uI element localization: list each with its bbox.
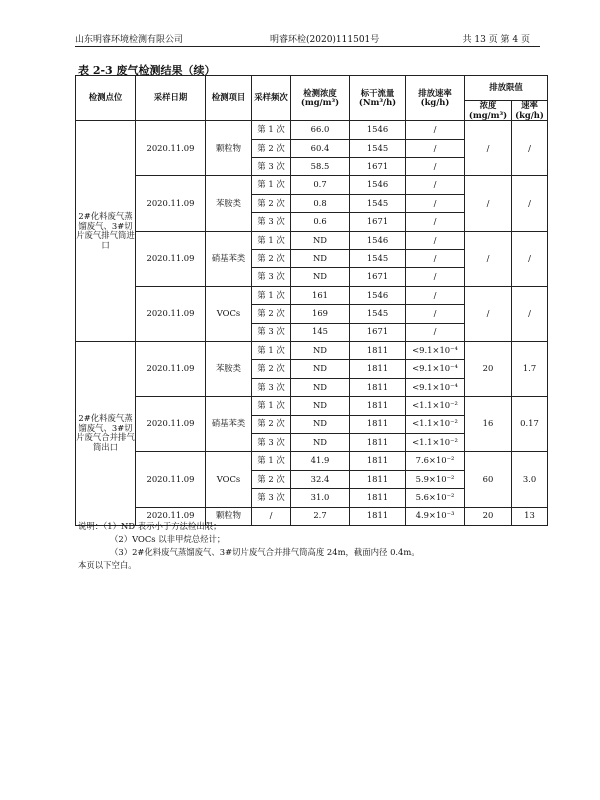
freq-cell: 第 1 次 [252, 231, 291, 249]
limit-rate-cell: 3.0 [512, 452, 548, 507]
header-row [76, 76, 548, 101]
freq-cell: 第 1 次 [252, 286, 291, 304]
flow-cell: 1546 [350, 121, 406, 139]
notes [78, 520, 420, 572]
table-row [76, 121, 548, 139]
rate-cell: <9.1×10⁻⁴ [406, 378, 465, 396]
page-info: 共 13 页 第 4 页 [462, 35, 530, 45]
limit-rate-cell: / [512, 231, 548, 286]
conc-cell: ND [291, 397, 350, 415]
flow-cell: 1545 [350, 305, 406, 323]
freq-cell: 第 1 次 [252, 121, 291, 139]
limit-conc-cell: 16 [465, 397, 512, 452]
col-header-freq: 采样频次 [252, 76, 291, 121]
limit-conc-cell: / [465, 231, 512, 286]
rate-cell: 5.6×10⁻² [406, 489, 465, 507]
flow-cell: 1671 [350, 268, 406, 286]
flow-cell: 1811 [350, 397, 406, 415]
rate-cell: / [406, 305, 465, 323]
conc-cell: ND [291, 360, 350, 378]
col-header-rate: 排放速率(kg/h) [406, 76, 465, 121]
conc-cell: 0.6 [291, 213, 350, 231]
rate-cell: / [406, 250, 465, 268]
conc-cell: 58.5 [291, 158, 350, 176]
item-cell: 苯胺类 [206, 342, 252, 397]
flow-cell: 1671 [350, 323, 406, 341]
conc-cell: 2.7 [291, 507, 350, 525]
flow-cell: 1811 [350, 378, 406, 396]
conc-cell: ND [291, 433, 350, 451]
limit-rate-cell: 0.17 [512, 397, 548, 452]
conc-cell: 161 [291, 286, 350, 304]
flow-cell: 1546 [350, 231, 406, 249]
freq-cell: 第 2 次 [252, 139, 291, 157]
rate-cell: / [406, 323, 465, 341]
table-row [76, 176, 548, 194]
rate-cell: / [406, 176, 465, 194]
date-cell: 2020.11.09 [136, 121, 206, 176]
col-header-limit: 排放限值 [465, 76, 548, 101]
conc-cell: 32.4 [291, 470, 350, 488]
freq-cell: 第 3 次 [252, 213, 291, 231]
exhaust-gas-results-table [75, 75, 548, 526]
conc-cell: 0.8 [291, 194, 350, 212]
table-row [76, 231, 548, 249]
conc-cell: 145 [291, 323, 350, 341]
flow-cell: 1811 [350, 433, 406, 451]
freq-cell: 第 1 次 [252, 176, 291, 194]
rate-cell: <9.1×10⁻⁴ [406, 342, 465, 360]
col-header-limit-conc: 浓度(mg/m³) [465, 101, 512, 121]
date-cell: 2020.11.09 [136, 507, 206, 525]
limit-rate-cell: 1.7 [512, 342, 548, 397]
freq-cell: 第 3 次 [252, 378, 291, 396]
col-header-date: 采样日期 [136, 76, 206, 121]
table-row [76, 452, 548, 470]
conc-cell: 169 [291, 305, 350, 323]
flow-cell: 1811 [350, 415, 406, 433]
freq-cell: 第 1 次 [252, 342, 291, 360]
freq-cell: 第 2 次 [252, 305, 291, 323]
rate-cell: / [406, 213, 465, 231]
col-header-location: 检测点位 [76, 76, 136, 121]
col-header-limit-rate: 速率(kg/h) [512, 101, 548, 121]
flow-cell: 1811 [350, 452, 406, 470]
rate-cell: / [406, 268, 465, 286]
table-row [76, 342, 548, 360]
location-cell: 2#化料废气蒸馏废气、3#切片废气排气筒进口 [76, 121, 136, 342]
freq-cell: 第 2 次 [252, 470, 291, 488]
table-title: 表 2-3 废气检测结果（续） [78, 64, 216, 77]
limit-conc-cell: 20 [465, 342, 512, 397]
page-end-note: 本页以下空白。 [78, 560, 137, 571]
rate-cell: / [406, 139, 465, 157]
col-header-flow: 标干流量(Nm³/h) [350, 76, 406, 121]
note-3: （3）2#化料废气蒸馏废气、3#切片废气合并排气筒高度 24m，截面内径 0.4m。 [110, 547, 420, 558]
conc-cell: 60.4 [291, 139, 350, 157]
rate-cell: 5.9×10⁻² [406, 470, 465, 488]
rate-cell: / [406, 121, 465, 139]
conc-cell: 31.0 [291, 489, 350, 507]
rate-cell: / [406, 158, 465, 176]
date-cell: 2020.11.09 [136, 397, 206, 452]
limit-conc-cell: / [465, 176, 512, 231]
flow-cell: 1811 [350, 489, 406, 507]
rate-cell: <9.1×10⁻⁴ [406, 360, 465, 378]
limit-conc-cell: / [465, 121, 512, 176]
flow-cell: 1671 [350, 213, 406, 231]
company-name: 山东明睿环境检测有限公司 [75, 35, 184, 45]
conc-cell: 66.0 [291, 121, 350, 139]
freq-cell: 第 2 次 [252, 360, 291, 378]
freq-cell: 第 3 次 [252, 323, 291, 341]
freq-cell: / [252, 507, 291, 525]
note-line-1 [78, 520, 420, 533]
date-cell: 2020.11.09 [136, 286, 206, 341]
flow-cell: 1811 [350, 342, 406, 360]
flow-cell: 1811 [350, 507, 406, 525]
conc-cell: ND [291, 415, 350, 433]
item-cell: 硝基苯类 [206, 231, 252, 286]
location-cell: 2#化料废气蒸馏废气、3#切片废气合并排气筒出口 [76, 342, 136, 526]
flow-cell: 1811 [350, 470, 406, 488]
rate-cell: 4.9×10⁻³ [406, 507, 465, 525]
limit-conc-cell: 20 [465, 507, 512, 525]
rate-cell: / [406, 194, 465, 212]
flow-cell: 1545 [350, 139, 406, 157]
freq-cell: 第 1 次 [252, 452, 291, 470]
rate-cell: / [406, 286, 465, 304]
flow-cell: 1545 [350, 250, 406, 268]
flow-cell: 1546 [350, 176, 406, 194]
freq-cell: 第 3 次 [252, 158, 291, 176]
note-1: （1）ND 表示小于方法检出限； [103, 521, 222, 531]
item-cell: 苯胺类 [206, 176, 252, 231]
conc-cell: ND [291, 268, 350, 286]
rate-cell: 7.6×10⁻² [406, 452, 465, 470]
col-header-item: 检测项目 [206, 76, 252, 121]
flow-cell: 1811 [350, 360, 406, 378]
table-row [76, 397, 548, 415]
limit-rate-cell: / [512, 121, 548, 176]
conc-cell: 0.7 [291, 176, 350, 194]
limit-conc-cell: 60 [465, 452, 512, 507]
notes-label: 说明： [78, 521, 104, 531]
report-number: 明睿环检(2020)111501号 [270, 35, 380, 45]
item-cell: 硝基苯类 [206, 397, 252, 452]
freq-cell: 第 2 次 [252, 250, 291, 268]
limit-rate-cell: 13 [512, 507, 548, 525]
rate-cell: <1.1×10⁻² [406, 397, 465, 415]
col-header-conc: 检测浓度(mg/m³) [291, 76, 350, 121]
item-cell: 颗粒物 [206, 507, 252, 525]
date-cell: 2020.11.09 [136, 452, 206, 507]
conc-cell: ND [291, 250, 350, 268]
conc-cell: ND [291, 342, 350, 360]
flow-cell: 1546 [350, 286, 406, 304]
freq-cell: 第 3 次 [252, 489, 291, 507]
freq-cell: 第 3 次 [252, 268, 291, 286]
date-cell: 2020.11.09 [136, 342, 206, 397]
date-cell: 2020.11.09 [136, 176, 206, 231]
item-cell: VOCs [206, 286, 252, 341]
conc-cell: ND [291, 231, 350, 249]
table-row [76, 286, 548, 304]
rate-cell: / [406, 231, 465, 249]
rate-cell: <1.1×10⁻² [406, 433, 465, 451]
page-header [75, 32, 540, 47]
freq-cell: 第 2 次 [252, 194, 291, 212]
conc-cell: 41.9 [291, 452, 350, 470]
flow-cell: 1671 [350, 158, 406, 176]
limit-rate-cell: / [512, 176, 548, 231]
note-2: （2）VOCs 以非甲烷总烃计； [110, 534, 226, 545]
limit-conc-cell: / [465, 286, 512, 341]
freq-cell: 第 3 次 [252, 433, 291, 451]
limit-rate-cell: / [512, 286, 548, 341]
conc-cell: ND [291, 378, 350, 396]
rate-cell: <1.1×10⁻² [406, 415, 465, 433]
item-cell: VOCs [206, 452, 252, 507]
freq-cell: 第 2 次 [252, 415, 291, 433]
item-cell: 颗粒物 [206, 121, 252, 176]
flow-cell: 1545 [350, 194, 406, 212]
freq-cell: 第 1 次 [252, 397, 291, 415]
date-cell: 2020.11.09 [136, 231, 206, 286]
